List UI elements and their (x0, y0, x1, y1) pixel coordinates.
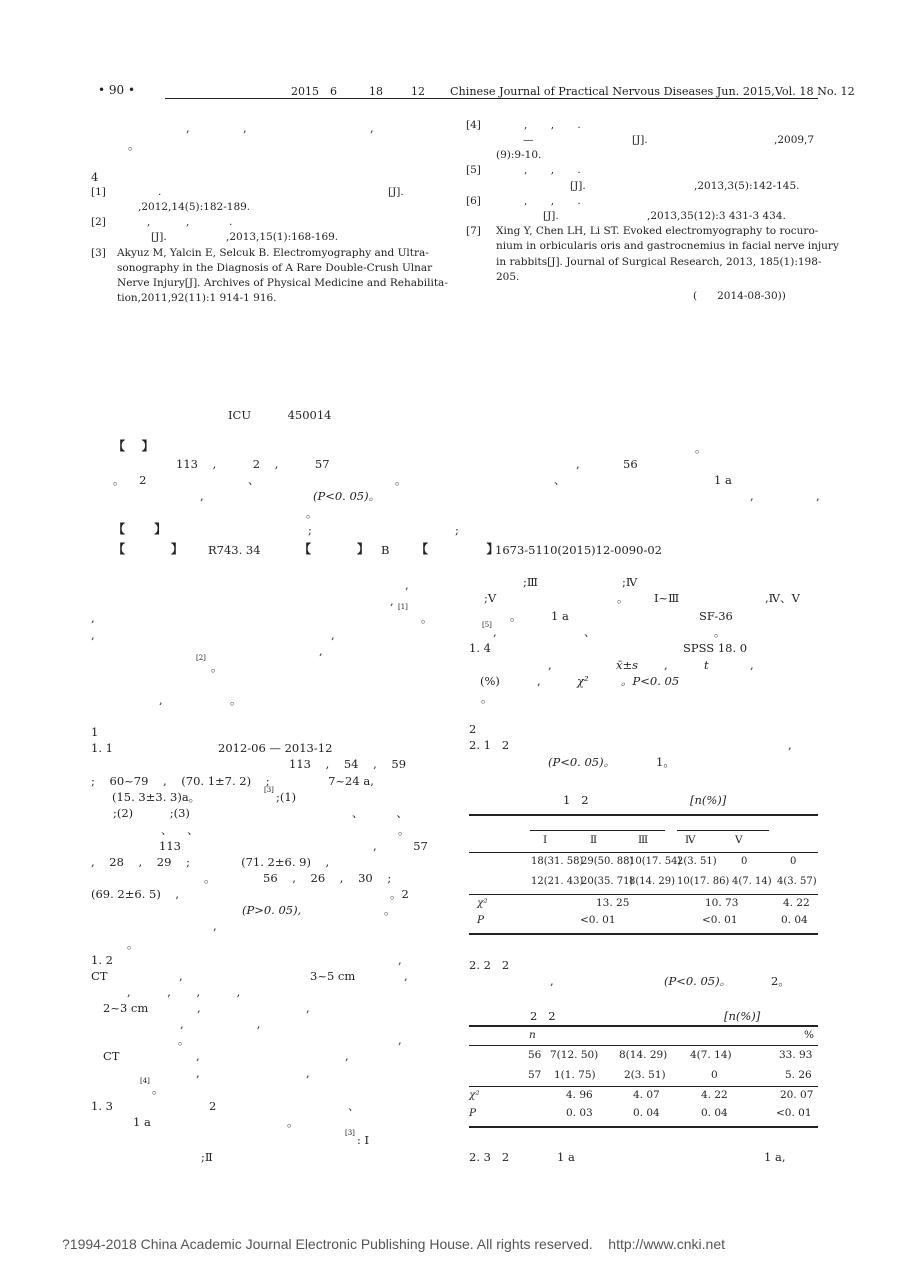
table1-cell: 10(17. 86) (677, 876, 730, 887)
header-year: 2015 (291, 85, 319, 98)
ref-number: [4] (466, 119, 481, 131)
body-text: (15. 3±3. 3)a。 (112, 790, 201, 804)
table2-cell: 20. 07 (780, 1089, 814, 1101)
references-heading: 4 (91, 170, 99, 184)
abstract-text: , (816, 489, 820, 503)
body-text: , (750, 658, 754, 672)
section-heading-1-3: 1. 3 (91, 1099, 113, 1113)
body-text: 。 (384, 903, 396, 917)
keyword-separator: ; (455, 523, 459, 537)
ref-text: , (186, 216, 190, 228)
body-text: 。 56 , 26 , 30 ; (204, 871, 392, 885)
table2-cell: 33. 93 (779, 1049, 813, 1061)
table1-cell: 0. 04 (781, 914, 808, 926)
table1-bottom-rule (469, 933, 818, 935)
citation-mark: [1] (398, 603, 408, 611)
ref-text: ,2013,3(5):142-145. (694, 180, 800, 192)
body-text: 、 (348, 1099, 360, 1113)
table1-header: Ⅳ (685, 834, 696, 846)
ref-text: . (158, 186, 162, 198)
body-text: 、 (584, 625, 596, 639)
table2-cell: 4. 07 (633, 1089, 660, 1101)
prev-text-frag: , (370, 121, 374, 135)
table1-group-rule (677, 830, 769, 831)
abstract-text: , (200, 489, 204, 503)
table2-cell: 57 (528, 1069, 542, 1081)
table2-header: n (529, 1029, 536, 1041)
body-punct: 。 (230, 693, 242, 707)
ref-text: Xing Y, Chen LH, Li ST. Evoked electromyography to rocuro- (496, 225, 819, 237)
abstract-text: 113 , 2 , 57 (176, 457, 330, 471)
section-heading-2-3: 2. 3 2 (469, 1150, 510, 1164)
table2-bottom-rule (469, 1126, 818, 1128)
body-text: , 57 (373, 839, 428, 853)
body-text: (%) (480, 674, 500, 688)
body-pvalue: (P>0. 05), (242, 903, 302, 917)
body-formula: t (704, 658, 709, 672)
body-text: , , (180, 1017, 261, 1031)
body-text: , (197, 1001, 201, 1015)
body-pvalue: (P<0. 05)。 (664, 974, 732, 988)
table2-cell: 5. 26 (785, 1069, 812, 1081)
body-text: 。 (398, 823, 410, 837)
body-text: 113 (159, 839, 181, 853)
clc-number: R743. 34 (208, 543, 261, 557)
abstract-label-bracket: 【 】 (113, 439, 154, 453)
body-text: , (196, 1066, 200, 1080)
abstract-text: 。 2 (113, 473, 147, 487)
document-code: B (381, 543, 390, 557)
table2-cell: 4. 96 (566, 1089, 593, 1101)
body-text: 1 a (557, 1150, 575, 1164)
body-text: , , , , (127, 985, 241, 999)
body-text: , (398, 953, 402, 967)
ref-text: ,2009,7 (774, 134, 815, 146)
citation-mark: [3] (345, 1129, 355, 1137)
body-text: 2~3 cm (103, 1001, 149, 1015)
article-id-bracket: 【 】 (416, 542, 499, 556)
abstract-text: 、 (248, 473, 260, 487)
body-text: , 28 , 29 ; (71. 2±6. 9) , (91, 855, 330, 869)
abstract-text: 1 a (714, 473, 732, 487)
body-text: , (179, 969, 183, 983)
ref-text: , (147, 216, 151, 228)
ref-text: nium in orbicularis oris and gastrocnemius in facial nerve injury (496, 240, 839, 252)
body-text: ;Ⅴ (484, 591, 497, 605)
body-punct: , (91, 611, 95, 625)
ref-text: [J]. (632, 134, 648, 146)
ref-text: ,2012,14(5):182-189. (138, 201, 251, 213)
ref-text: , , . (524, 164, 581, 176)
table1-top-rule (469, 814, 818, 816)
body-pvalue: 。P<0. 05 (621, 674, 680, 688)
body-text: 113 , 54 , 59 (289, 757, 407, 771)
ref-number: [1] (91, 186, 106, 198)
ref-text: tion,2011,92(11):1 914-1 916. (117, 292, 277, 304)
received-date: ( 2014-08-30)) (693, 290, 786, 302)
body-text: 。2 (390, 887, 409, 901)
prev-text-frag: , (186, 121, 190, 135)
table2-cell: 56 (528, 1049, 542, 1061)
body-text: 1 a (551, 609, 569, 623)
table1-header: Ⅱ (590, 834, 598, 846)
table2-cell: <0. 01 (776, 1107, 812, 1119)
ref-text: . (229, 216, 233, 228)
body-punct: 。 (211, 660, 223, 674)
body-text: 、 、 (352, 806, 408, 820)
body-text: , (550, 974, 554, 988)
ref-text: , , . (524, 119, 581, 131)
ref-text: in rabbits[J]. Journal of Surgical Research, 2013, 185(1):198- (496, 256, 822, 268)
table1-header: Ⅲ (638, 834, 649, 846)
table2-caption: 2 2 (530, 1009, 556, 1023)
citation-mark: [5] (482, 621, 492, 629)
body-text: , (548, 658, 552, 672)
body-text: 。 (714, 625, 726, 639)
body-text: ;(2) ;(3) (113, 806, 190, 820)
table1-stat-label: P (477, 914, 485, 926)
header-rule (165, 98, 818, 99)
ref-text: [J]. (388, 186, 404, 198)
ref-text: ,2013,35(12):3 431-3 434. (647, 210, 786, 222)
table1-cell: <0. 01 (702, 914, 738, 926)
table2-cell: 1(1. 75) (554, 1069, 596, 1081)
body-text: , (664, 658, 668, 672)
table1-caption: 1 2 (563, 793, 589, 807)
abstract-text: , (576, 457, 580, 471)
body-text: : Ⅰ (357, 1133, 370, 1147)
citation-mark: [2] (196, 654, 206, 662)
body-text: , (537, 674, 541, 688)
abstract-pvalue: (P<0. 05)。 (313, 489, 381, 503)
section-heading-1-1: 1. 1 (91, 741, 113, 755)
table1-group-rule (530, 830, 665, 831)
ref-number: [2] (91, 216, 106, 228)
ref-text: Nerve Injury[J]. Archives of Physical Medicine and Rehabilita- (117, 277, 448, 289)
body-text: ; 60~79 , (70. 1±7. 2) ; 7~24 a, (91, 774, 374, 788)
body-text: 2012-06 — 2013-12 (218, 741, 333, 755)
journal-name: Chinese Journal of Practical Nervous Diseases Jun. 2015,Vol. 18 No. 12 (450, 85, 855, 98)
body-text: CT (91, 969, 108, 983)
body-text: SPSS 18. 0 (683, 641, 748, 655)
ref-text: [J]. (151, 231, 167, 243)
table1-cell: 2(3. 51) (677, 856, 717, 867)
abstract-text: 。 (395, 473, 407, 487)
abstract-text: , (750, 489, 754, 503)
ref-text: (9):9-10. (496, 149, 542, 161)
body-text: 。 (510, 609, 522, 623)
ref-number: [7] (466, 225, 481, 237)
table1-header: Ⅰ (543, 834, 548, 846)
body-text: CT (103, 1049, 120, 1063)
table1-cell: 0 (790, 856, 797, 867)
table1-cell: 4(3. 57) (777, 876, 817, 887)
table1-header: Ⅴ (735, 834, 743, 846)
doc-code-bracket: 【 】 (299, 542, 369, 556)
keyword-separator: ; (308, 523, 312, 537)
body-text: , (398, 1033, 402, 1047)
table1-cell: 18(31. 58) (531, 856, 584, 867)
header-volume: 18 (369, 85, 383, 98)
body-text: 。 (481, 691, 493, 705)
table2-mid-rule (469, 1086, 818, 1087)
section-heading-2: 2 (469, 722, 477, 736)
body-text: , (404, 969, 408, 983)
table1-cell: 0 (741, 856, 748, 867)
ref-text: , , . (524, 195, 581, 207)
header-month: 6 (330, 85, 337, 98)
page-number: • 90 • (98, 83, 136, 97)
body-text: 。 (178, 1033, 190, 1047)
table1-unit: [n(%)] (690, 793, 727, 807)
article-id: 1673-5110(2015)12-0090-02 (495, 543, 662, 557)
keywords-label-bracket: 【 】 (113, 522, 167, 536)
table2-cell: 2(3. 51) (624, 1069, 666, 1081)
ref-text: [J]. (570, 180, 586, 192)
table2-cell: 0. 04 (701, 1107, 728, 1119)
body-text: ,Ⅳ、Ⅴ (765, 591, 800, 605)
body-text: , (306, 1066, 310, 1080)
body-punct: 。 (421, 611, 433, 625)
body-text: ;Ⅳ (622, 575, 638, 589)
table2-cell: 0. 03 (566, 1107, 593, 1119)
body-text: , (345, 1049, 349, 1063)
table2-header-rule (469, 1045, 818, 1046)
body-text: 。 (152, 1082, 164, 1096)
author-affiliation: ICU 450014 (228, 408, 332, 422)
body-punct: , (159, 693, 163, 707)
body-text: 。 (617, 591, 629, 605)
body-text: ;Ⅲ (523, 575, 538, 589)
section-heading-1-2: 1. 2 (91, 953, 113, 967)
table2-cell: 0. 04 (633, 1107, 660, 1119)
table2-unit: [n(%)] (724, 1009, 761, 1023)
ref-text: 205. (496, 271, 520, 283)
abstract-text: 。 (695, 441, 707, 455)
table1-stat-label: χ² (477, 897, 488, 909)
body-text: , (196, 1049, 200, 1063)
section-heading-1-4: 1. 4 (469, 641, 491, 655)
body-text: 1 a, (764, 1150, 786, 1164)
section-heading-1: 1 (91, 725, 99, 739)
table2-cell: 0 (711, 1069, 718, 1081)
copyright-footer: ?1994-2018 China Academic Journal Electronic Publishing House. All rights reserved. http://www.cnki.net (62, 1236, 726, 1252)
table1-cell: 10(17. 54) (629, 856, 682, 867)
table1-cell: 10. 73 (705, 897, 739, 909)
table1-cell: 29(50. 88) (581, 856, 634, 867)
body-text: 。 (287, 1115, 299, 1129)
body-text: SF-36 (699, 609, 733, 623)
table1-cell: 4. 22 (783, 897, 810, 909)
table2-cell: 4. 22 (701, 1089, 728, 1101)
body-text: 2。 (771, 974, 790, 988)
table1-cell: <0. 01 (580, 914, 616, 926)
table1-cell: 12(21. 43) (531, 876, 584, 887)
body-text: 、 、 (161, 823, 199, 837)
section-heading-2-1: 2. 1 2 (469, 738, 510, 752)
body-punct: , (331, 628, 335, 642)
citation-mark: [3] (264, 786, 274, 794)
clc-label-bracket: 【 】 (113, 542, 183, 556)
body-pvalue: (P<0. 05)。 (548, 755, 616, 769)
body-text: , (493, 625, 497, 639)
body-text: , (788, 738, 792, 752)
citation-mark: [4] (140, 1077, 150, 1085)
body-text: , (306, 1001, 310, 1015)
table1-cell: 13. 25 (596, 897, 630, 909)
body-text: 1。 (656, 755, 675, 769)
body-punct: , (319, 644, 323, 658)
prev-text-frag: , (243, 121, 247, 135)
ref-text: — (523, 134, 534, 146)
body-text: ;(1) (276, 790, 297, 804)
header-issue: 12 (411, 85, 425, 98)
body-text: 3~5 cm (310, 969, 356, 983)
ref-number: [5] (466, 164, 481, 176)
body-formula: χ² (577, 674, 589, 688)
table2-header: % (804, 1029, 814, 1041)
table1-mid-rule (469, 894, 818, 895)
body-punct: , (390, 594, 394, 608)
body-formula: x̄±s (616, 658, 639, 672)
table2-top-rule (469, 1025, 818, 1027)
body-punct: , (405, 578, 409, 592)
abstract-text: 。 (306, 506, 318, 520)
body-text: 。 (127, 937, 139, 951)
table2-stat-label: P (469, 1107, 477, 1119)
section-heading-2-2: 2. 2 2 (469, 958, 510, 972)
table1-cell: 4(7. 14) (732, 876, 772, 887)
table2-cell: 7(12. 50) (550, 1049, 599, 1061)
table1-cell: 8(14. 29) (629, 876, 675, 887)
body-text: Ⅰ~Ⅲ (654, 591, 680, 605)
ref-number: [6] (466, 195, 481, 207)
abstract-text: 、 (554, 473, 566, 487)
body-text: ;Ⅱ (201, 1150, 213, 1164)
body-text: , (213, 919, 217, 933)
table1-cell: 20(35. 71) (581, 876, 634, 887)
body-text: 1 a (133, 1115, 151, 1129)
body-punct: , (91, 628, 95, 642)
body-text: (69. 2±6. 5) , (91, 887, 180, 901)
abstract-text: 56 (623, 457, 638, 471)
table2-stat-label: χ² (469, 1089, 480, 1101)
table1-header-rule (469, 852, 818, 853)
body-text: 2 (209, 1099, 217, 1113)
table2-cell: 4(7. 14) (690, 1049, 732, 1061)
table2-cell: 8(14. 29) (619, 1049, 668, 1061)
ref-text: [J]. (543, 210, 559, 222)
ref-text: Akyuz M, Yalcin E, Selcuk B. Electromyography and Ultra- (117, 247, 429, 259)
ref-number: [3] (91, 247, 106, 259)
ref-text: sonography in the Diagnosis of A Rare Double-Crush Ulnar (117, 262, 433, 274)
prev-text-frag: 。 (128, 138, 140, 152)
ref-text: ,2013,15(1):168-169. (226, 231, 339, 243)
